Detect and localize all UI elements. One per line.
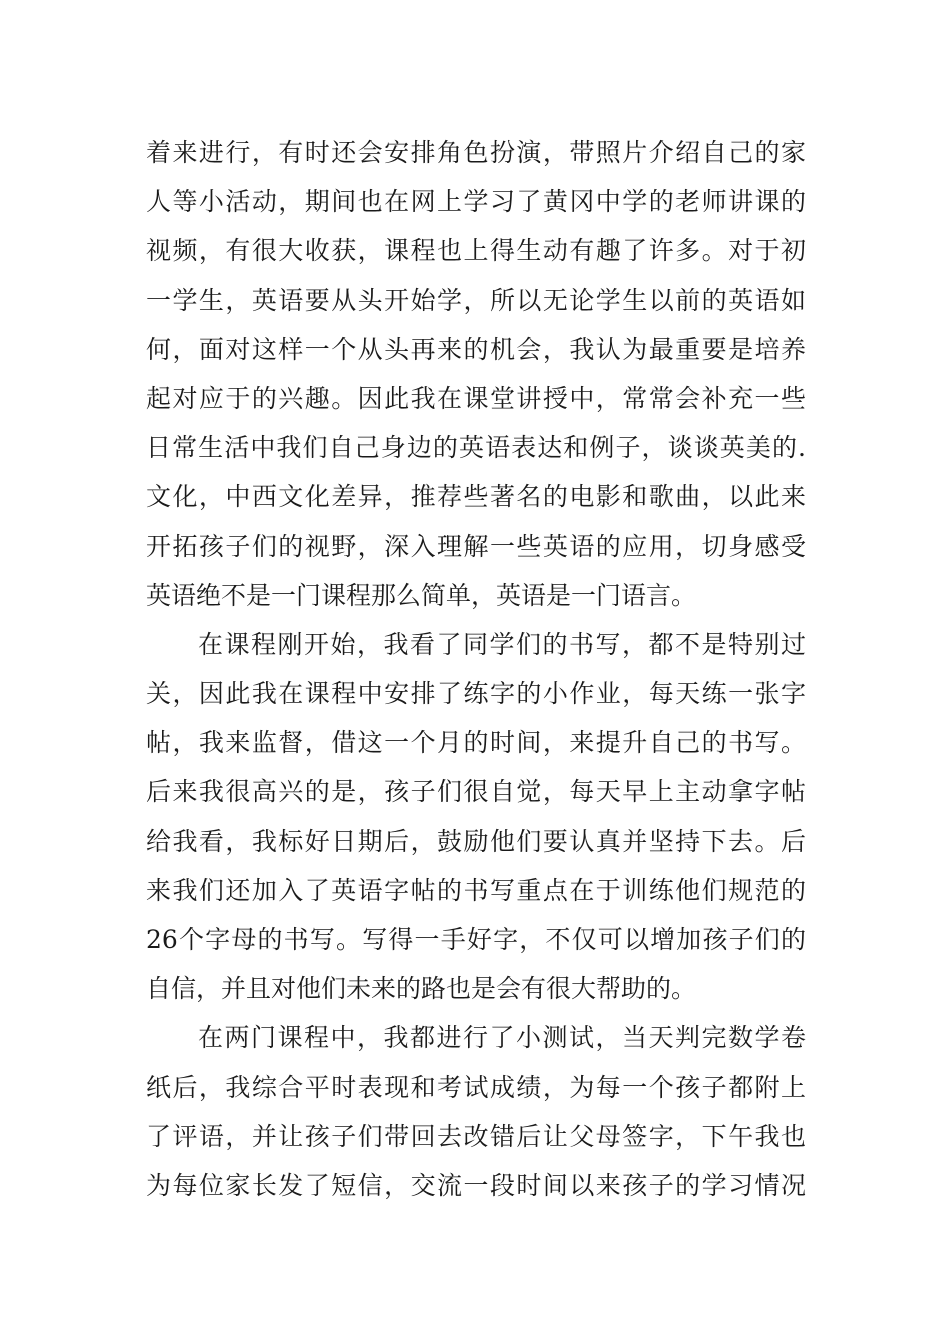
text-line: 开拓孩子们的视野，深入理解一些英语的应用，切身感受 bbox=[146, 531, 806, 561]
text-line: 自信，并且对他们未来的路也是会有很大帮助的。 bbox=[146, 974, 697, 1004]
paragraph-1 bbox=[146, 128, 806, 620]
text-line: 视频，有很大收获，课程也上得生动有趣了许多。对于初 bbox=[146, 236, 806, 266]
text-line: 后来我很高兴的是，孩子们很自觉，每天早上主动拿字帖 bbox=[146, 777, 806, 807]
text-line: 日常生活中我们自己身边的英语表达和例子，谈谈英美的. bbox=[146, 433, 806, 463]
text-line: 26个字母的书写。写得一手好字，不仅可以增加孩子们的 bbox=[146, 925, 806, 954]
text-line: 文化，中西文化差异，推荐些著名的电影和歌曲，以此来 bbox=[146, 482, 806, 512]
text-line: 帖，我来监督，借这一个月的时间，来提升自己的书写。 bbox=[146, 728, 806, 758]
paragraph-3 bbox=[146, 1013, 806, 1210]
text-line: 在课程刚开始，我看了同学们的书写，都不是特别过 bbox=[198, 629, 806, 659]
text-line: 着来进行，有时还会安排角色扮演，带照片介绍自己的家 bbox=[146, 138, 806, 167]
text-line: 在两门课程中，我都进行了小测试，当天判完数学卷 bbox=[198, 1023, 806, 1053]
text-line: 纸后，我综合平时表现和考试成绩，为每一个孩子都附上 bbox=[146, 1072, 806, 1102]
text-line: 给我看，我标好日期后，鼓励他们要认真并坚持下去。后 bbox=[146, 826, 806, 856]
text-line: 人等小活动，期间也在网上学习了黄冈中学的老师讲课的 bbox=[146, 187, 806, 217]
text-line: 起对应于的兴趣。因此我在课堂讲授中，常常会补充一些 bbox=[146, 383, 806, 413]
text-line: 关，因此我在课程中安排了练字的小作业，每天练一张字 bbox=[146, 679, 806, 709]
text-line: 为每位家长发了短信，交流一段时间以来孩子的学习情况 bbox=[146, 1170, 806, 1200]
body-text bbox=[146, 128, 806, 1210]
text-line: 何，面对这样一个从头再来的机会，我认为最重要是培养 bbox=[146, 334, 806, 364]
text-line: 来我们还加入了英语字帖的书写重点在于训练他们规范的 bbox=[146, 875, 806, 905]
text-line: 英语绝不是一门课程那么简单，英语是一门语言。 bbox=[146, 580, 697, 610]
paragraph-2 bbox=[146, 620, 806, 1014]
text-line: 一学生，英语要从头开始学，所以无论学生以前的英语如 bbox=[146, 285, 806, 315]
text-line: 了评语，并让孩子们带回去改错后让父母签字，下午我也 bbox=[146, 1121, 806, 1151]
